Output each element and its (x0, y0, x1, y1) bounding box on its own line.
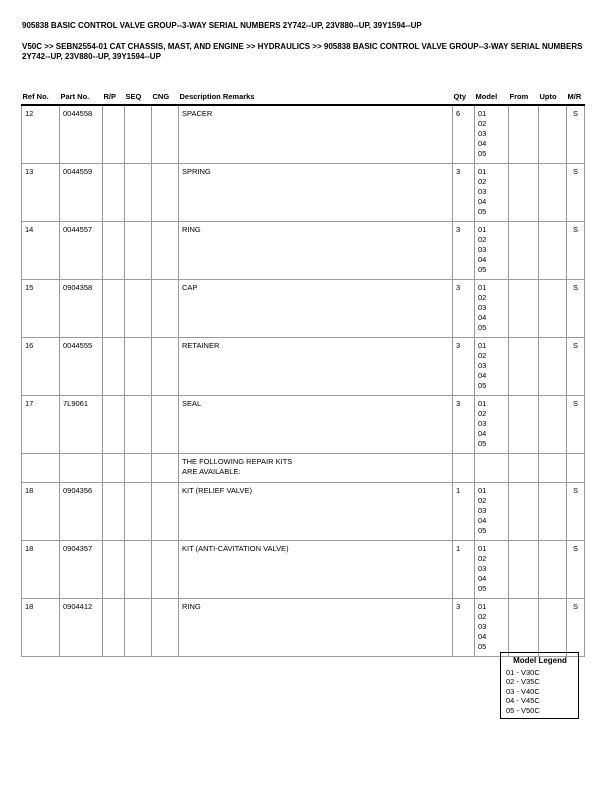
mr-cell: S (567, 599, 585, 657)
rp-cell (103, 483, 125, 541)
ref-cell: 18 (22, 599, 60, 657)
table-row (22, 280, 585, 338)
seq-cell (125, 280, 152, 338)
rp-cell (103, 599, 125, 657)
model-code: 04 (478, 371, 487, 380)
model-code: 02 (478, 177, 487, 186)
desc-cell: CAP (179, 280, 453, 338)
ref-cell: 13 (22, 164, 60, 222)
seq-cell (125, 599, 152, 657)
model-code: 04 (478, 255, 487, 264)
col-upto: Upto (539, 87, 567, 105)
from-cell (509, 105, 539, 164)
rp-cell (103, 222, 125, 280)
col-rp: R/P (103, 87, 125, 105)
model-code: 04 (478, 139, 487, 148)
mr-cell (567, 454, 585, 483)
legend-title: Model Legend (513, 656, 567, 665)
model-code: 05 (478, 439, 487, 448)
mr-cell: S (567, 105, 585, 164)
col-seq: SEQ (125, 87, 152, 105)
model-code: 03 (478, 506, 487, 515)
seq-cell (125, 454, 152, 483)
upto-cell (539, 396, 567, 454)
upto-cell (539, 105, 567, 164)
model-code: 05 (478, 381, 487, 390)
page-title: 905838 BASIC CONTROL VALVE GROUP--3-WAY SERIAL NUMBERS 2Y742--UP, 23V880--UP, 39Y1594--UP (22, 21, 422, 30)
mr-cell: S (567, 280, 585, 338)
legend-entries (506, 668, 574, 716)
part-cell: 0904356 (60, 483, 103, 541)
model-code: 03 (478, 419, 487, 428)
cng-cell (152, 599, 179, 657)
model-legend (500, 652, 579, 719)
rp-cell (103, 541, 125, 599)
rp-cell (103, 454, 125, 483)
seq-cell (125, 164, 152, 222)
note-line: THE FOLLOWING REPAIR KITS (182, 457, 293, 466)
desc-cell: SEAL (179, 396, 453, 454)
seq-cell (125, 338, 152, 396)
mr-cell: S (567, 338, 585, 396)
desc-cell: KIT (RELIEF VALVE) (179, 483, 453, 541)
model-cell (475, 222, 509, 280)
model-code: 04 (478, 313, 487, 322)
model-code: 03 (478, 564, 487, 573)
qty-cell: 3 (453, 164, 475, 222)
seq-cell (125, 105, 152, 164)
from-cell (509, 338, 539, 396)
model-code: 02 (478, 554, 487, 563)
desc-cell: RETAINER (179, 338, 453, 396)
model-code: 05 (478, 526, 487, 535)
seq-cell (125, 541, 152, 599)
model-code: 02 (478, 235, 487, 244)
table-row (22, 599, 585, 657)
desc-cell: RING (179, 599, 453, 657)
qty-cell: 1 (453, 483, 475, 541)
cng-cell (152, 105, 179, 164)
from-cell (509, 483, 539, 541)
rp-cell (103, 164, 125, 222)
model-code: 04 (478, 632, 487, 641)
model-code: 01 (478, 399, 487, 408)
model-code: 05 (478, 265, 487, 274)
parts-table (21, 87, 585, 657)
legend-entry: 01 - V30C (506, 667, 540, 677)
ref-cell: 16 (22, 338, 60, 396)
mr-cell: S (567, 164, 585, 222)
from-cell (509, 599, 539, 657)
desc-cell: SPACER (179, 105, 453, 164)
ref-cell: 18 (22, 483, 60, 541)
upto-cell (539, 454, 567, 483)
upto-cell (539, 222, 567, 280)
cng-cell (152, 222, 179, 280)
ref-cell: 12 (22, 105, 60, 164)
upto-cell (539, 541, 567, 599)
table-header-row (22, 87, 585, 105)
desc-cell: KIT (ANTI-CAVITATION VALVE) (179, 541, 453, 599)
parts-table-body (22, 105, 585, 657)
model-code: 03 (478, 245, 487, 254)
col-from: From (509, 87, 539, 105)
mr-cell: S (567, 541, 585, 599)
legend-entry: 05 - V50C (506, 705, 540, 715)
model-code: 04 (478, 516, 487, 525)
ref-cell: 18 (22, 541, 60, 599)
model-code: 01 (478, 544, 487, 553)
part-cell (60, 454, 103, 483)
model-code: 03 (478, 187, 487, 196)
model-code: 03 (478, 303, 487, 312)
cng-cell (152, 280, 179, 338)
qty-cell: 1 (453, 541, 475, 599)
table-row (22, 396, 585, 454)
model-cell (475, 338, 509, 396)
rp-cell (103, 338, 125, 396)
seq-cell (125, 222, 152, 280)
desc-cell (179, 454, 453, 483)
model-code: 05 (478, 323, 487, 332)
from-cell (509, 454, 539, 483)
model-cell (475, 599, 509, 657)
table-row (22, 222, 585, 280)
seq-cell (125, 483, 152, 541)
model-code: 02 (478, 409, 487, 418)
model-cell (475, 164, 509, 222)
model-code: 03 (478, 129, 487, 138)
model-cell (475, 454, 509, 483)
cng-cell (152, 338, 179, 396)
upto-cell (539, 338, 567, 396)
col-model: Model (475, 87, 509, 105)
seq-cell (125, 396, 152, 454)
legend-entry: 04 - V45C (506, 696, 540, 705)
model-code: 05 (478, 207, 487, 216)
table-row (22, 483, 585, 541)
col-cng: CNG (152, 87, 179, 105)
legend-entry: 03 - V40C (506, 686, 540, 696)
model-cell (475, 483, 509, 541)
upto-cell (539, 599, 567, 657)
ref-cell: 17 (22, 396, 60, 454)
legend-entry: 02 - V35C (506, 677, 540, 686)
from-cell (509, 396, 539, 454)
ref-cell: 15 (22, 280, 60, 338)
model-cell (475, 541, 509, 599)
model-code: 02 (478, 612, 487, 621)
from-cell (509, 222, 539, 280)
model-code: 03 (478, 361, 487, 370)
qty-cell: 3 (453, 338, 475, 396)
col-desc: Description Remarks (179, 87, 453, 105)
model-cell (475, 396, 509, 454)
ref-cell: 14 (22, 222, 60, 280)
cng-cell (152, 483, 179, 541)
qty-cell: 3 (453, 599, 475, 657)
desc-cell: SPRING (179, 164, 453, 222)
breadcrumb: V50C >> SEBN2554-01 CAT CHASSIS, MAST, AND ENGINE >> HYDRAULICS >> 905838 BASIC CONTROL VALVE GROUP--3-WAY SERIAL NUMBERS 2Y742--UP, 23V880--UP, 39Y1594--UP (22, 42, 583, 61)
part-cell: 0044559 (60, 164, 103, 222)
upto-cell (539, 483, 567, 541)
table-row (22, 541, 585, 599)
col-mr: M/R (567, 87, 585, 105)
qty-cell: 3 (453, 222, 475, 280)
part-cell: 0904358 (60, 280, 103, 338)
model-code: 01 (478, 602, 487, 611)
model-code: 01 (478, 283, 487, 292)
part-cell: 0044557 (60, 222, 103, 280)
model-code: 02 (478, 119, 487, 128)
rp-cell (103, 105, 125, 164)
qty-cell: 3 (453, 396, 475, 454)
model-code: 04 (478, 574, 487, 583)
model-code: 01 (478, 225, 487, 234)
model-code: 02 (478, 496, 487, 505)
model-code: 02 (478, 293, 487, 302)
qty-cell: 3 (453, 280, 475, 338)
desc-cell: RING (179, 222, 453, 280)
model-code: 01 (478, 167, 487, 176)
model-code: 03 (478, 622, 487, 631)
model-cell (475, 280, 509, 338)
cng-cell (152, 396, 179, 454)
upto-cell (539, 280, 567, 338)
mr-cell: S (567, 396, 585, 454)
table-row (22, 105, 585, 164)
table-row (22, 338, 585, 396)
cng-cell (152, 164, 179, 222)
col-part: Part No. (60, 87, 103, 105)
mr-cell: S (567, 483, 585, 541)
model-code: 05 (478, 584, 487, 593)
part-cell: 0904412 (60, 599, 103, 657)
part-cell: 7L9061 (60, 396, 103, 454)
model-cell (475, 105, 509, 164)
cng-cell (152, 541, 179, 599)
cng-cell (152, 454, 179, 483)
model-code: 05 (478, 642, 487, 651)
qty-cell: 6 (453, 105, 475, 164)
model-code: 05 (478, 149, 487, 158)
part-cell: 0904357 (60, 541, 103, 599)
part-cell: 0044558 (60, 105, 103, 164)
model-code: 04 (478, 429, 487, 438)
note-line: ARE AVAILABLE: (182, 467, 241, 476)
part-cell: 0044555 (60, 338, 103, 396)
from-cell (509, 280, 539, 338)
col-ref: Ref No. (22, 87, 60, 105)
table-row (22, 164, 585, 222)
qty-cell (453, 454, 475, 483)
model-code: 01 (478, 486, 487, 495)
upto-cell (539, 164, 567, 222)
rp-cell (103, 280, 125, 338)
model-code: 02 (478, 351, 487, 360)
col-qty: Qty (453, 87, 475, 105)
from-cell (509, 164, 539, 222)
ref-cell (22, 454, 60, 483)
model-code: 04 (478, 197, 487, 206)
rp-cell (103, 396, 125, 454)
table-note-row (22, 454, 585, 483)
model-code: 01 (478, 341, 487, 350)
model-code: 01 (478, 109, 487, 118)
from-cell (509, 541, 539, 599)
mr-cell: S (567, 222, 585, 280)
